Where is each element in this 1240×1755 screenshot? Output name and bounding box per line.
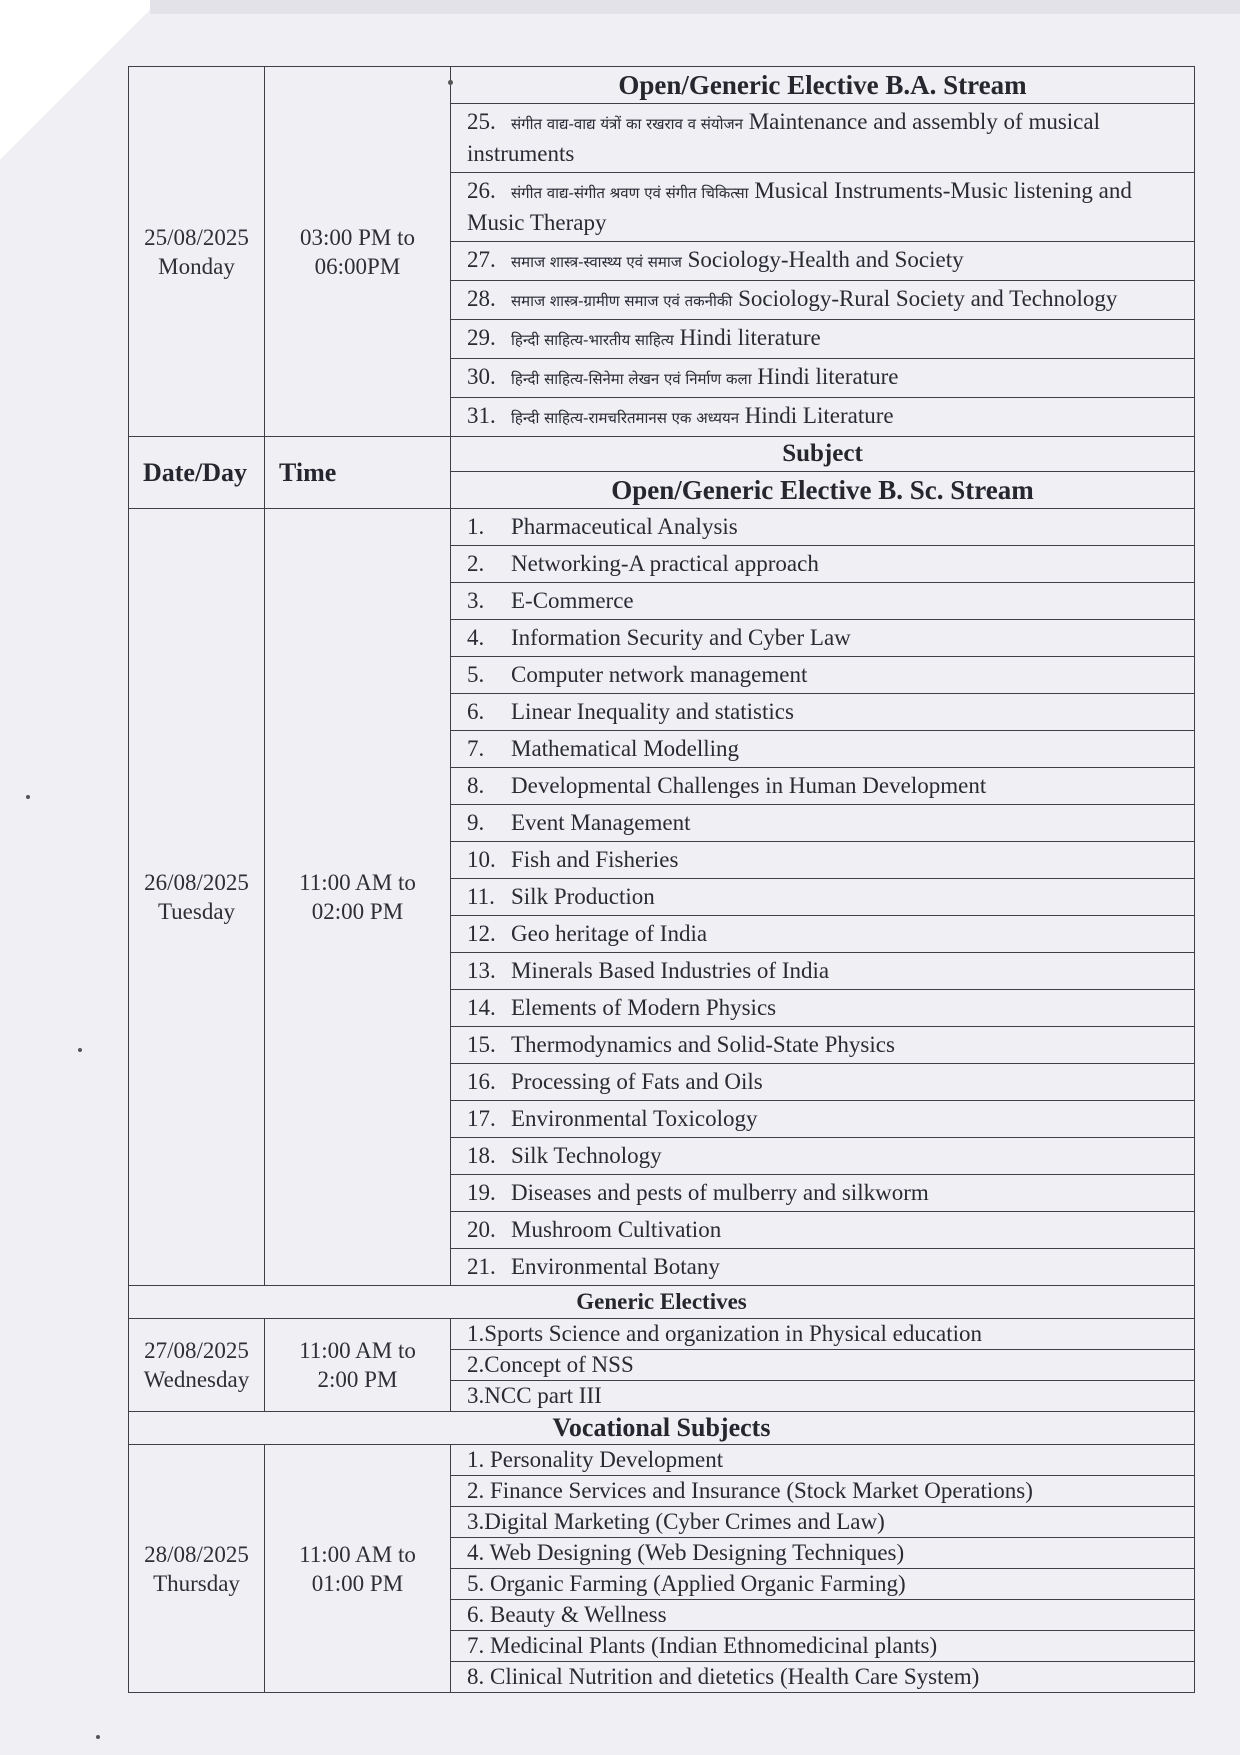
bsc-subject — [451, 731, 1195, 768]
bsc-subject — [451, 509, 1195, 546]
ba-subject-english: Hindi literature — [679, 325, 821, 350]
generic-date: 27/08/2025 — [144, 1338, 249, 1363]
bsc-subject-name: Developmental Challenges in Human Development — [511, 773, 987, 798]
generic-band-row — [129, 1286, 1195, 1319]
vocational-subject: 5. Organic Farming (Applied Organic Farming) — [451, 1569, 1195, 1600]
scan-speck — [78, 1048, 82, 1052]
ba-subject — [451, 281, 1195, 320]
scan-speck — [448, 80, 453, 85]
ba-subject-hindi: संगीत वाद्य-वाद्य यंत्रों का रखराव व संयोजन — [511, 115, 743, 133]
bsc-subject — [451, 805, 1195, 842]
table-header-row — [129, 437, 1195, 472]
bsc-subject — [451, 1027, 1195, 1064]
scan-speck — [26, 795, 30, 799]
bsc-date: 26/08/2025 — [144, 870, 249, 895]
bsc-subject — [451, 694, 1195, 731]
vocational-day: Thursday — [153, 1570, 240, 1596]
bsc-subject — [451, 1138, 1195, 1175]
bsc-subject-number: 3. — [467, 588, 485, 613]
bsc-subject-number: 7. — [467, 736, 485, 761]
ba-subject-number: 25. — [467, 109, 496, 134]
ba-subject-number: 28. — [467, 286, 496, 311]
ba-subject-english: Sociology-Health and Society — [687, 247, 964, 272]
bsc-subject-number: 11. — [467, 884, 495, 909]
bsc-subject-name: Silk Technology — [511, 1143, 662, 1168]
bsc-subject-number: 21. — [467, 1254, 496, 1279]
bsc-subject — [451, 1064, 1195, 1101]
bsc-subject-number: 15. — [467, 1032, 496, 1057]
bsc-subject-name: Environmental Toxicology — [511, 1106, 758, 1131]
ba-subject — [451, 173, 1195, 242]
bsc-subject-name: Diseases and pests of mulberry and silkworm — [511, 1180, 929, 1205]
bsc-subject-number: 9. — [467, 810, 485, 835]
ba-subject — [451, 359, 1195, 398]
generic-time-line2: 2:00 PM — [317, 1367, 398, 1392]
bsc-subject — [451, 1175, 1195, 1212]
bsc-subject-number: 5. — [467, 662, 485, 687]
bsc-time-line2: 02:00 PM — [311, 899, 404, 924]
ba-day: Monday — [158, 253, 235, 279]
bsc-subject-name: Information Security and Cyber Law — [511, 625, 851, 650]
ba-time-line1: 03:00 PM to — [299, 224, 416, 250]
vocational-subjects-title: Vocational Subjects — [129, 1412, 1195, 1445]
ba-subject-english: Hindi literature — [757, 364, 899, 389]
bsc-subject-name: Mushroom Cultivation — [511, 1217, 722, 1242]
bsc-subject — [451, 620, 1195, 657]
bsc-subject-name: Silk Production — [511, 884, 655, 909]
bsc-subject-name: Environmental Botany — [511, 1254, 720, 1279]
header-time: Time — [265, 437, 451, 509]
vocational-subject: 8. Clinical Nutrition and dietetics (Health Care System) — [451, 1662, 1195, 1693]
bsc-stream-title: Open/Generic Elective B. Sc. Stream — [451, 472, 1195, 509]
generic-subject-row — [129, 1319, 1195, 1350]
bsc-subject — [451, 953, 1195, 990]
ba-date-cell — [129, 67, 265, 437]
ba-date: 25/08/2025 — [144, 224, 249, 250]
ba-subject — [451, 242, 1195, 281]
scan-top-shadow — [150, 0, 1240, 14]
bsc-subject-name: Geo heritage of India — [511, 921, 708, 946]
vocational-subject-row — [129, 1445, 1195, 1476]
ba-subject-english: Musical Instruments-Music listening and Music Therapy — [467, 178, 1132, 235]
bsc-subject — [451, 657, 1195, 694]
bsc-subject-number: 12. — [467, 921, 496, 946]
bsc-subject — [451, 1212, 1195, 1249]
generic-time-cell — [265, 1319, 451, 1412]
ba-subject — [451, 398, 1195, 437]
bsc-subject-number: 19. — [467, 1180, 496, 1205]
bsc-subject-number: 1. — [467, 514, 485, 539]
generic-electives-title: Generic Electives — [129, 1286, 1195, 1319]
ba-time-line2: 06:00PM — [314, 253, 401, 279]
ba-subject-hindi: हिन्दी साहित्य-सिनेमा लेखन एवं निर्माण कला — [511, 370, 752, 388]
bsc-subject-name: Computer network management — [511, 662, 808, 687]
bsc-subject-number: 14. — [467, 995, 496, 1020]
bsc-subject-name: Linear Inequality and statistics — [511, 699, 794, 724]
bsc-subject — [451, 768, 1195, 805]
bsc-subject-number: 8. — [467, 773, 485, 798]
bsc-subject-name: Fish and Fisheries — [511, 847, 679, 872]
vocational-subject: 7. Medicinal Plants (Indian Ethnomedicinal plants) — [451, 1631, 1195, 1662]
bsc-subject-number: 17. — [467, 1106, 496, 1131]
vocational-time-cell — [265, 1445, 451, 1693]
bsc-subject-name: Event Management — [511, 810, 691, 835]
ba-subject-number: 30. — [467, 364, 496, 389]
bsc-subject-name: Processing of Fats and Oils — [511, 1069, 763, 1094]
exam-schedule-table — [128, 66, 1195, 1693]
ba-subject-number: 26. — [467, 178, 496, 203]
bsc-subject-number: 16. — [467, 1069, 496, 1094]
ba-subject-number: 29. — [467, 325, 496, 350]
vocational-date: 28/08/2025 — [144, 1541, 249, 1567]
bsc-subject-name: Mathematical Modelling — [511, 736, 740, 761]
bsc-subject — [451, 842, 1195, 879]
bsc-subject-row — [129, 509, 1195, 546]
ba-subject-hindi: समाज शास्त्र-ग्रामीण समाज एवं तकनीकी — [511, 292, 733, 310]
bsc-subject — [451, 583, 1195, 620]
bsc-subject — [451, 879, 1195, 916]
ba-subject-english: Maintenance and assembly of musical instruments — [467, 109, 1100, 166]
vocational-subject: 6. Beauty & Wellness — [451, 1600, 1195, 1631]
ba-subject-hindi: हिन्दी साहित्य-रामचरितमानस एक अध्ययन — [511, 409, 740, 427]
vocational-time-line2: 01:00 PM — [311, 1570, 404, 1596]
bsc-subject-number: 4. — [467, 625, 485, 650]
ba-subject-number: 31. — [467, 403, 496, 428]
vocational-date-cell — [129, 1445, 265, 1693]
ba-stream-title: Open/Generic Elective B.A. Stream — [451, 67, 1195, 104]
bsc-time-cell — [265, 509, 451, 1286]
generic-time-line1: 11:00 AM to — [299, 1338, 416, 1363]
ba-stream-title-row — [129, 67, 1195, 104]
bsc-subject-name: Minerals Based Industries of India — [511, 958, 830, 983]
bsc-subject-number: 2. — [467, 551, 485, 576]
header-date-day: Date/Day — [129, 437, 265, 509]
bsc-subject-number: 20. — [467, 1217, 496, 1242]
bsc-subject — [451, 1101, 1195, 1138]
bsc-subject-name: Thermodynamics and Solid-State Physics — [511, 1032, 895, 1057]
bsc-subject — [451, 916, 1195, 953]
bsc-subject-number: 6. — [467, 699, 485, 724]
vocational-band-row — [129, 1412, 1195, 1445]
bsc-subject-name: Networking-A practical approach — [511, 551, 819, 576]
ba-subject — [451, 104, 1195, 173]
bsc-subject-number: 10. — [467, 847, 496, 872]
ba-subject — [451, 320, 1195, 359]
bsc-subject — [451, 1249, 1195, 1286]
vocational-subject: 4. Web Designing (Web Designing Techniques) — [451, 1538, 1195, 1569]
bsc-subject-number: 18. — [467, 1143, 496, 1168]
ba-subject-english: Hindi Literature — [744, 403, 894, 428]
vocational-subject: 3.Digital Marketing (Cyber Crimes and Law) — [451, 1507, 1195, 1538]
bsc-subject-name: Pharmaceutical Analysis — [511, 514, 738, 539]
bsc-subject — [451, 990, 1195, 1027]
vocational-subject: 1. Personality Development — [451, 1445, 1195, 1476]
bsc-subject-number: 13. — [467, 958, 496, 983]
bsc-time-line1: 11:00 AM to — [299, 870, 416, 895]
ba-time-cell — [265, 67, 451, 437]
bsc-subject-name: E-Commerce — [511, 588, 634, 613]
header-subject: Subject — [451, 437, 1195, 472]
ba-subject-hindi: हिन्दी साहित्य-भारतीय साहित्य — [511, 331, 674, 349]
ba-subject-number: 27. — [467, 247, 496, 272]
generic-subject: 2.Concept of NSS — [451, 1350, 1195, 1381]
scan-speck — [96, 1735, 100, 1739]
ba-subject-hindi: संगीत वाद्य-संगीत श्रवण एवं संगीत चिकित्सा — [511, 184, 749, 202]
bsc-subject-name: Elements of Modern Physics — [511, 995, 777, 1020]
generic-day: Wednesday — [143, 1367, 250, 1392]
bsc-date-cell — [129, 509, 265, 1286]
generic-subject: 1.Sports Science and organization in Physical education — [451, 1319, 1195, 1350]
vocational-time-line1: 11:00 AM to — [299, 1541, 416, 1567]
bsc-subject — [451, 546, 1195, 583]
bsc-day: Tuesday — [157, 899, 236, 924]
ba-subject-english: Sociology-Rural Society and Technology — [738, 286, 1118, 311]
ba-subject-hindi: समाज शास्त्र-स्वास्थ्य एवं समाज — [511, 253, 682, 271]
generic-subject: 3.NCC part III — [451, 1381, 1195, 1412]
vocational-subject: 2. Finance Services and Insurance (Stock Market Operations) — [451, 1476, 1195, 1507]
generic-date-cell — [129, 1319, 265, 1412]
